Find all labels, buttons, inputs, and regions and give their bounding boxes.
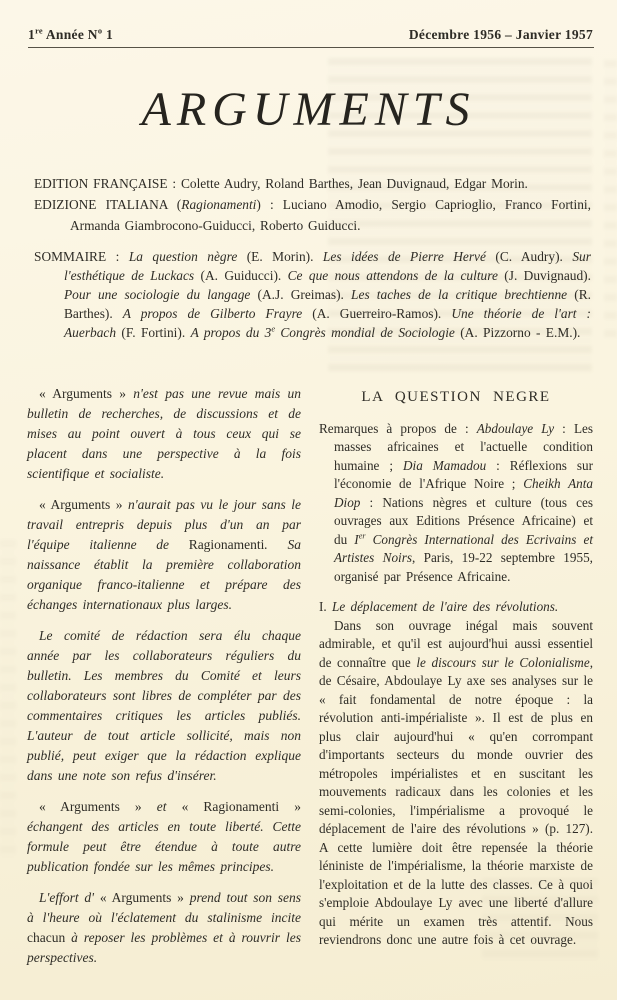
edition-francaise-line: EDITION FRANÇAISE : Colette Audry, Roland Barthes, Jean Duvignaud, Edgar Morin. bbox=[34, 176, 528, 191]
issue-date: Décembre 1956 – Janvier 1957 bbox=[408, 27, 593, 42]
editorial-paragraph: L'effort d' « Arguments » prend tout son sens à l'heure où l'éclatement du stalinisme incite chacun à reposer les problèmes et à rouvrir les perspectives. bbox=[27, 890, 302, 965]
table-of-contents: SOMMAIRE : La question nègre (E. Morin). Les idées de Pierre Hervé (C. Audry). Sur l'esthétique de Luckacs (A. Guiducci). Ce que nous attendons de la culture (J. Duvignaud). Pour une sociologie du langage (A.J. Greimas). Les taches de la critique brechtienne (R. Barthes). A propos de Gilberto Frayre (A. Guerreiro-Ramos). Une théorie de l'art : Auerbach (F. Fortini). A propos du 3e Congrès mondial de Sociologie (A. Pizzorno - E.M.). bbox=[34, 249, 592, 340]
article-section-body: Dans son ouvrage inégal mais souvent admirable, et qu'il est aujourd'hui aussi essentiel de connaître que le discours sur le Colonialisme, de Césaire, Abdoulaye Ly axe ses analyses sur le « fait fondamental de notre époque : la révolution anti-impérialiste ». Il est de plus en plus clair aujourd'hui « qu'en corrompant d'importants secteurs du monde ouvrier des métropoles impérialistes et en suscitant les mouvements radicaux dans les colonies et les semi-colonies, l'impérialisme a provoqué le déplacement de l'aire des révolutions » (p. 127). A cette lumière doit être repensée la théorie léniniste de l'impérialisme, la théorie marxiste de l'exploitation et de la lutte des classes. Ce à quoi s'emploie Abdoulaye Ly avec une liberté d'allure qui mérite un examen très attentif. Nous reviendrons donc une autre fois à cet ouvrage. bbox=[319, 617, 593, 947]
journal-title: ARGUMENTS bbox=[141, 83, 476, 136]
article-heading: LA QUESTION NEGRE bbox=[361, 389, 551, 405]
bleed-through-texture bbox=[0, 540, 16, 860]
editorial-paragraph: « Arguments » n'est pas une revue mais un bulletin de recherches, de discussions et de mises au point ouvert à tous ceux qui se placent dans une perspective à la fois scientifique et socialiste. bbox=[27, 386, 301, 481]
header-rule bbox=[28, 47, 594, 48]
issue-number: 1re Année $N^o$ 1 bbox=[28, 26, 114, 42]
article-section-title: I. Le déplacement de l'aire des révolutions. bbox=[319, 599, 559, 614]
editorial-board bbox=[34, 173, 591, 236]
article-column bbox=[319, 384, 593, 979]
editorial-column bbox=[27, 384, 301, 979]
page-header bbox=[28, 27, 593, 43]
editorial-paragraph: « Arguments » n'aurait pas vu le jour sans le travail entrepris depuis plus d'un an par l'équipe italienne de Ragionamenti. Sa naissance établit la première collaboration organique franco-italienne et prépare des échanges internationaux plus larges. bbox=[27, 497, 301, 612]
editorial-paragraph: Le comité de rédaction sera élu chaque année par les collaborateurs réguliers du bulletin. Les membres du Comité et leurs collaborateurs sont libres de compléter par des commentaires critiques les articles publiés. L'auteur de tout article sollicité, mais non publié, peut exiger que la rédaction explique dans une note son refus d'insérer. bbox=[27, 628, 301, 783]
edizione-italiana-line: EDIZIONE ITALIANA (Ragionamenti) : Luciano Amodio, Sergio Caprioglio, Franco Fortini, Armanda Giambrocono-Guiducci, Roberto Guiducci. bbox=[34, 197, 591, 233]
article-intro: Remarques à propos de : Abdoulaye Ly : Les masses africaines et l'actuelle condition humaine ; Dia Mamadou : Réflexions sur l'économie de l'Afrique Noire ; Cheikh Anta Diop : Nations nègres et culture (tous ces ouvrages aux Editions Présence Africaine) et du Ier Congrès International des Ecrivains et Artistes Noirs, Paris, 19-22 septembre 1955, organisé par Présence Africaine. bbox=[319, 420, 594, 584]
two-column-body bbox=[27, 384, 593, 979]
editorial-paragraph: « Arguments » et « Ragionamenti » échangent des articles en toute liberté. Cette formule peut être étendue à toute autre publication fondée sur les mêmes principes. bbox=[27, 799, 301, 874]
